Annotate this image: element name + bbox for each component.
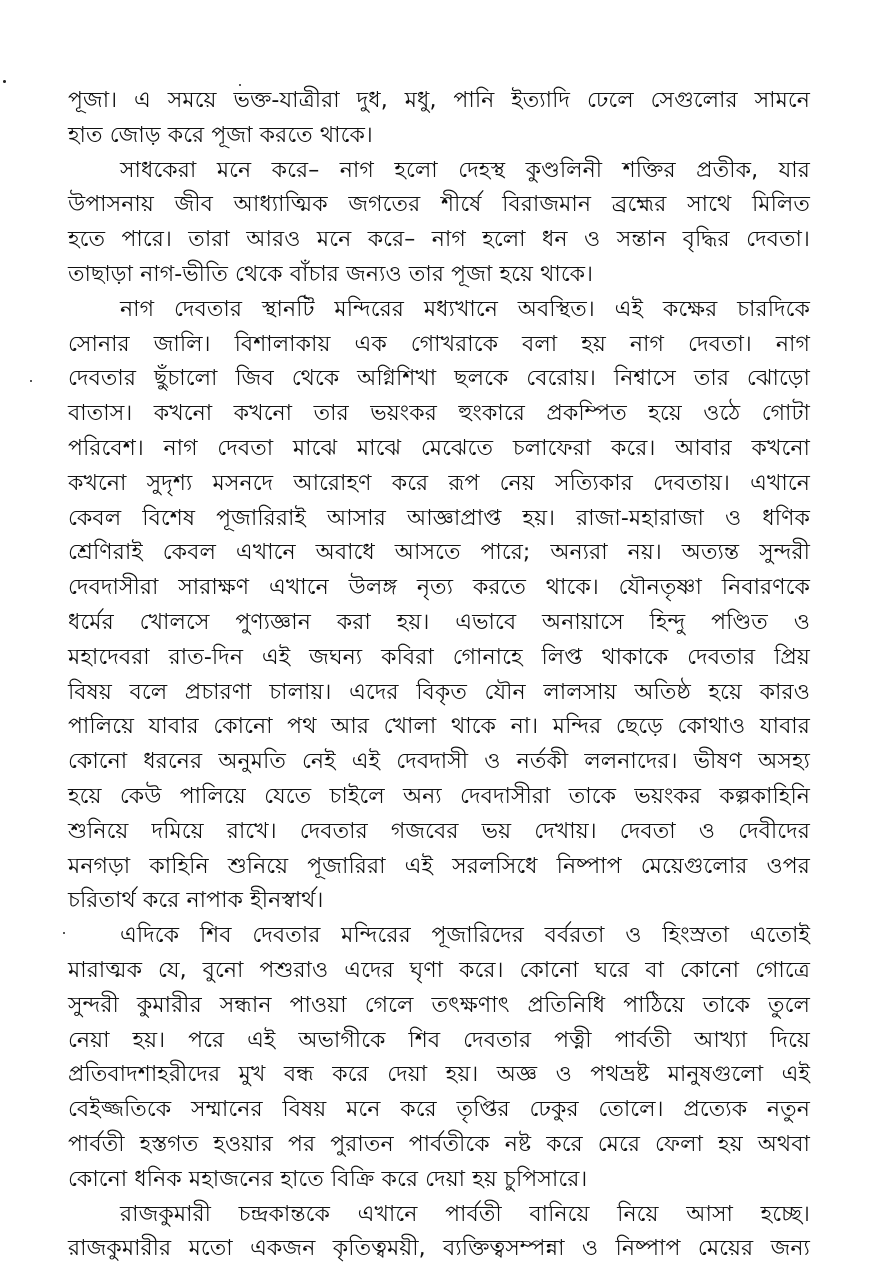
text-line: দেবতার ছুঁচালো জিব থেকে অগ্নিশিখা ছলকে বেরোয়। নিশ্বাসে তার ঝোড়ো bbox=[68, 366, 810, 392]
text-line: কোনো ধনিক মহাজনের হাতে বিক্রি করে দেয়া হয় চুপিসারে। bbox=[68, 1166, 588, 1192]
text-line: শ্রেণিরাই কেবল এখানে অবাধে আসতে পারে; অন্যরা নয়। অত্যন্ত সুন্দরী bbox=[68, 540, 810, 566]
body-text bbox=[68, 84, 810, 1262]
text-line: মহাদেবরা রাত-দিন এই জঘন্য কবিরা গোনাহে লিপ্ত থাকাকে দেবতার প্রিয় bbox=[68, 644, 810, 670]
text-line: দেবদাসীরা সারাক্ষণ এখানে উলঙ্গ নৃত্য করতে থাকে। যৌনতৃষ্ণা নিবারণকে bbox=[68, 575, 810, 601]
scan-speck bbox=[30, 380, 32, 382]
text-line: শুনিয়ে দমিয়ে রাখে। দেবতার গজবের ভয় দেখায়। দেবতা ও দেবীদের bbox=[68, 818, 810, 844]
text-line: সাধকেরা মনে করে– নাগ হলো দেহস্থ কুণ্ডলিনী শক্তির প্রতীক, যার bbox=[120, 157, 810, 183]
text-line: বিষয় বলে প্রচারণা চালায়। এদের বিকৃত যৌন লালসায় অতিষ্ঠ হয়ে কারও bbox=[68, 679, 810, 705]
text-line: সুন্দরী কুমারীর সন্ধান পাওয়া গেলে তৎক্ষণাৎ প্রতিনিধি পাঠিয়ে তাকে তুলে bbox=[68, 992, 810, 1018]
text-line: পরিবেশ। নাগ দেবতা মাঝে মাঝে মেঝেতে চলাফেরা করে। আবার কখনো bbox=[68, 435, 810, 461]
text-line: তাছাড়া নাগ-ভীতি থেকে বাঁচার জন্যও তার পূজা হয়ে থাকে। bbox=[68, 261, 594, 287]
text-line: কখনো সুদৃশ্য মসনদে আরোহণ করে রূপ নেয় সত্যিকার দেবতায়। এখানে bbox=[68, 470, 810, 496]
text-line: নেয়া হয়। পরে এই অভাগীকে শিব দেবতার পত্নী পার্বতী আখ্যা দিয়ে bbox=[68, 1027, 810, 1053]
text-line: প্রতিবাদশাহরীদের মুখ বন্ধ করে দেয়া হয়। অজ্ঞ ও পথভ্রষ্ট মানুষগুলো এই bbox=[68, 1062, 810, 1088]
text-line: রাজকুমারীর মতো একজন কৃতিত্বময়ী, ব্যক্তিত্বসম্পন্না ও নিষ্পাপ মেয়ের জন্য bbox=[68, 1236, 810, 1262]
text-line: হয়ে কেউ পালিয়ে যেতে চাইলে অন্য দেবদাসীরা তাকে ভয়ংকর কল্পকাহিনি bbox=[68, 783, 810, 809]
text-line: রাজকুমারী চন্দ্রকান্তকে এখানে পার্বতী বানিয়ে নিয়ে আসা হচ্ছে। bbox=[120, 1201, 810, 1227]
text-line: পার্বতী হস্তগত হওয়ার পর পুরাতন পার্বতীকে নষ্ট করে মেরে ফেলা হয় অথবা bbox=[68, 1131, 810, 1157]
text-line: পালিয়ে যাবার কোনো পথ আর খোলা থাকে না। মন্দির ছেড়ে কোথাও যাবার bbox=[68, 714, 810, 740]
text-line: হাত জোড় করে পূজা করতে থাকে। bbox=[68, 122, 373, 148]
text-line: কেবল বিশেষ পূজারিরাই আসার আজ্ঞাপ্রাপ্ত হয়। রাজা-মহারাজা ও ধণিক bbox=[68, 505, 810, 531]
text-line: সোনার জালি। বিশালাকায় এক গোখরাকে বলা হয় নাগ দেবতা। নাগ bbox=[68, 331, 810, 357]
text-line: উপাসনায় জীব আধ্যাত্মিক জগতের শীর্ষে বিরাজমান ব্রহ্মের সাথে মিলিত bbox=[68, 192, 810, 218]
text-line: চরিতার্থ করে নাপাক হীনস্বার্থ। bbox=[68, 888, 324, 914]
scan-speck bbox=[63, 932, 65, 934]
text-line: মনগড়া কাহিনি শুনিয়ে পূজারিরা এই সরলসিধে নিষ্পাপ মেয়েগুলোর ওপর bbox=[68, 853, 810, 879]
text-line: এদিকে শিব দেবতার মন্দিরের পূজারিদের বর্বরতা ও হিংস্রতা এতোই bbox=[120, 923, 810, 949]
text-line: বেইজ্জতিকে সম্মানের বিষয় মনে করে তৃপ্তির ঢেকুর তোলে। প্রত্যেক নতুন bbox=[68, 1097, 810, 1123]
text-line: ধর্মের খোলসে পুণ্যজ্ঞান করা হয়। এভাবে অনায়াসে হিন্দু পণ্ডিত ও bbox=[68, 609, 810, 635]
text-line: মারাত্মক যে, বুনো পশুরাও এদের ঘৃণা করে। কোনো ঘরে বা কোনো গোত্রে bbox=[68, 957, 810, 983]
text-line: হতে পারে। তারা আরও মনে করে– নাগ হলো ধন ও সন্তান বৃদ্ধির দেবতা। bbox=[68, 227, 810, 253]
text-line: বাতাস। কখনো কখনো তার ভয়ংকর হুংকারে প্রকম্পিত হয়ে ওঠে গোটা bbox=[68, 401, 810, 427]
scan-speck bbox=[3, 80, 6, 83]
text-line: পূজা। এ সময়ে ভক্ত-যাত্রীরা দুধ, মধু, পানি ইত্যাদি ঢেলে সেগুলোর সামনে bbox=[68, 88, 810, 113]
text-line: নাগ দেবতার স্থানটি মন্দিরের মধ্যখানে অবস্থিত। এই কক্ষের চারদিকে bbox=[120, 296, 810, 322]
text-line: কোনো ধরনের অনুমতি নেই এই দেবদাসী ও নর্তকী ললনাদের। ভীষণ অসহ্য bbox=[68, 749, 810, 775]
